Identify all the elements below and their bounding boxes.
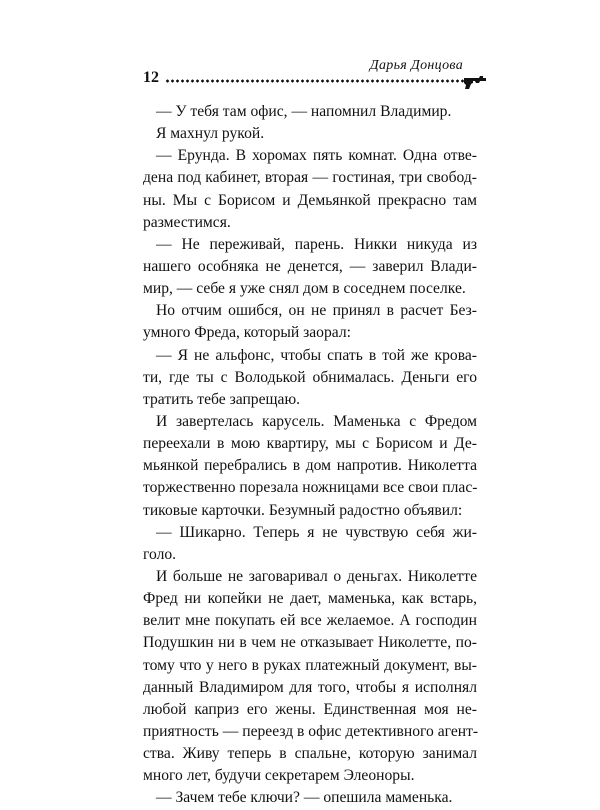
text-line: мир, — себе я уже снял дом в соседнем поселке. — [143, 280, 466, 298]
text-line: умного Фреда, который заорал: — [143, 324, 351, 342]
body-text — [143, 101, 477, 810]
text-line: торжественно порезала ножницами все свои плас- — [143, 479, 478, 497]
text-line: разместимся. — [143, 213, 231, 231]
text-line: тратить тебе запрещаю. — [143, 390, 301, 408]
text-line: И завертелась карусель. Маменька с Фредом — [156, 412, 477, 430]
text-line: Но отчим ошибся, он не принял в расчет Без- — [156, 302, 477, 320]
text-line: данный Владимиром для того, чтобы я исполнял — [143, 678, 477, 696]
dotted-rule — [165, 79, 466, 83]
text-line: переехали в мою квартиру, мы с Борисом и Де- — [143, 435, 477, 453]
text-line: нашего особняка не денется, — заверил Влади- — [143, 257, 477, 275]
text-line: ства. Живу теперь в спальне, которую занимал — [143, 745, 477, 763]
text-line: — Не переживай, парень. Никки никуда из — [156, 235, 477, 253]
text-line: тиковые карточки. Безумный радостно объявил: — [143, 501, 463, 519]
text-line: дена под кабинет, вторая — гостиная, три свобод- — [143, 169, 477, 187]
text-line: Фред ни копейки не дает, маменька, как встарь, — [143, 590, 477, 608]
text-line: И больше не заговаривал о деньгах. Николетте — [156, 567, 477, 585]
text-line: — Шикарно. Теперь я не чувствую себя жи- — [156, 523, 477, 541]
text-line: приятность — переезд в офис детективного агент- — [143, 722, 479, 740]
text-line: ти, где ты с Володькой обнималась. Деньги его — [143, 368, 477, 386]
text-line: — Зачем тебе ключи? — опешила маменька. — [156, 789, 453, 807]
text-line: велит мне покупать ей все желаемое. А господин — [143, 612, 477, 630]
text-line: Подушкин ни в чем не отказывает Николетте, по- — [143, 634, 477, 652]
text-line: — Я не альфонс, чтобы спать в той же крова- — [156, 346, 477, 364]
text-line: любой каприз его жены. Единственная моя не- — [143, 700, 477, 718]
text-line: мьянкой перебрались в дом напротив. Николетта — [143, 457, 477, 475]
text-line: — У тебя там офис, — напомнил Владимир. — [156, 103, 452, 120]
text-line: — Ерунда. В хоромах пять комнат. Одна отве- — [156, 147, 477, 165]
text-line: тому что у него в руках платежный документ, вы- — [143, 656, 477, 674]
running-head-author: Дарья Донцова — [369, 58, 463, 73]
revolver-icon — [462, 72, 488, 90]
text-line: Я махнул рукой. — [156, 125, 265, 143]
page-header — [143, 58, 488, 92]
page-number: 12 — [143, 69, 159, 86]
text-line: голо. — [143, 545, 177, 563]
text-line: много лет, будучи секретарем Элеоноры. — [143, 767, 415, 785]
text-line: ны. Мы с Борисом и Демьянкой прекрасно там — [143, 191, 477, 209]
